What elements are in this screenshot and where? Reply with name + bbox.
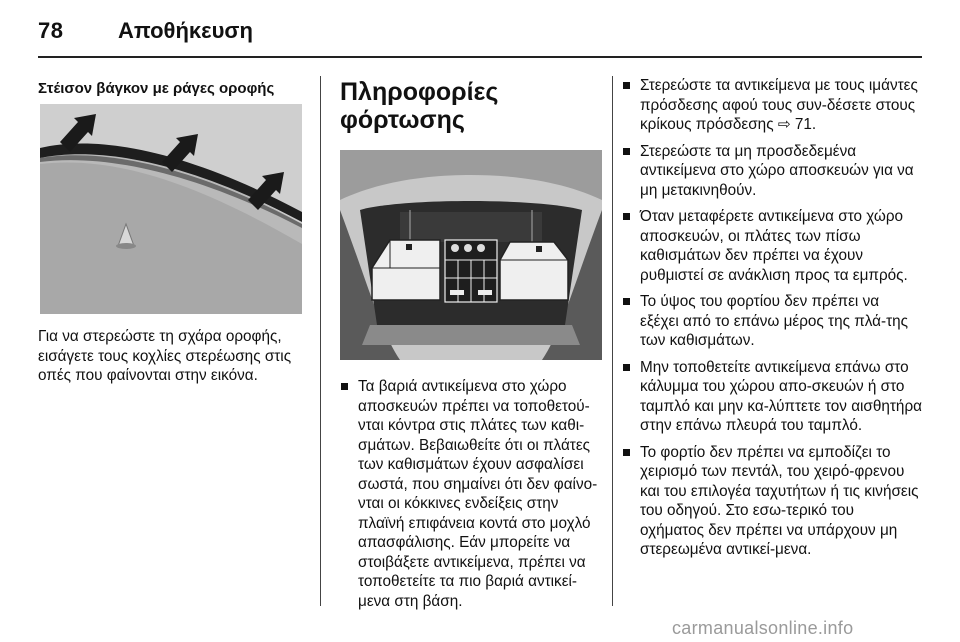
list-item: Το φορτίο δεν πρέπει να εμποδίζει το χειρισμό των πεντάλ, του χειρό-φρενου και του επιλογέα ταχυτήτων ή τις κινήσεις του οδηγού. Στο εσω-τερικό του οχήματος δεν πρέπει να υπάρχουν μη στερεωμένα αντικεί-μενα. <box>622 443 922 560</box>
roof-rails-text: Για να στερεώστε τη σχάρα οροφής, εισάγετε τους κοχλίες στερέωσης στις οπές που φαίνονται στην εικόνα. <box>38 328 292 384</box>
loading-info-title: Πληροφορίες φόρτωσης <box>340 78 499 134</box>
list-item: Όταν μεταφέρετε αντικείμενα στο χώρο αποσκευών, οι πλάτες των πίσω καθισμάτων δεν πρέπει να έχουν ρυθμιστεί σε ανάκλιση προς τα εμπρός. <box>622 207 922 285</box>
loading-info-list-col2 <box>340 377 608 618</box>
header-divider <box>38 56 922 58</box>
list-item: Τα βαριά αντικείμενα στο χώρο αποσκευών πρέπει να τοποθετού-νται κόντρα στις πλάτες των καθι-σμάτων. Βεβαιωθείτε ότι οι πλάτες των καθισμάτων έχουν ασφαλίσει σωστά, που σημαίνει ότι δεν φαίνο-νται οι κόκκινες ενδείξεις στην πλαϊνή επιφάνεια κοντά στο μοχλό απασφάλισης. Εάν μπορείτε να στοιβάξετε αντικείμενα, πρέπει να τοποθετείτε τα πιο βαριά αντικεί-μενα στη βάση. <box>340 377 608 611</box>
list-item: Στερεώστε τα αντικείμενα με τους ιμάντες πρόσδεσης αφού τους συν-δέσετε στους κρίκους πρόσδεσης ⇨ 71. <box>622 76 922 135</box>
watermark: carmanualsonline.info <box>672 618 854 638</box>
list-item: Στερεώστε τα μη προσδεδεμένα αντικείμενα στο χώρο αποσκευών για να μη μετακινηθούν. <box>622 142 922 201</box>
page-number: 78 <box>38 18 64 43</box>
trunk-loading-photo <box>340 150 602 360</box>
list-item: Μην τοποθετείτε αντικείμενα επάνω στο κάλυμμα του χώρου απο-σκευών ή στο ταμπλό και μην κα-λύπτετε τον αισθητήρα στην επάνω πλευρά του ταμπλό. <box>622 358 922 436</box>
page-header <box>0 0 960 56</box>
column-divider-2 <box>612 76 613 606</box>
loading-info-list-col3 <box>622 76 922 567</box>
column-divider-1 <box>320 76 321 606</box>
roof-rails-heading: Στέισον βάγκον με ράγες οροφής <box>38 80 275 97</box>
page-title: Αποθήκευση <box>118 18 253 43</box>
column-roof-rails <box>38 80 308 97</box>
roof-rail-hook-photo <box>40 104 302 314</box>
list-item: Το ύψος του φορτίου δεν πρέπει να εξέχει από το επάνω μέρος της πλά-της των καθισμάτων. <box>622 292 922 351</box>
